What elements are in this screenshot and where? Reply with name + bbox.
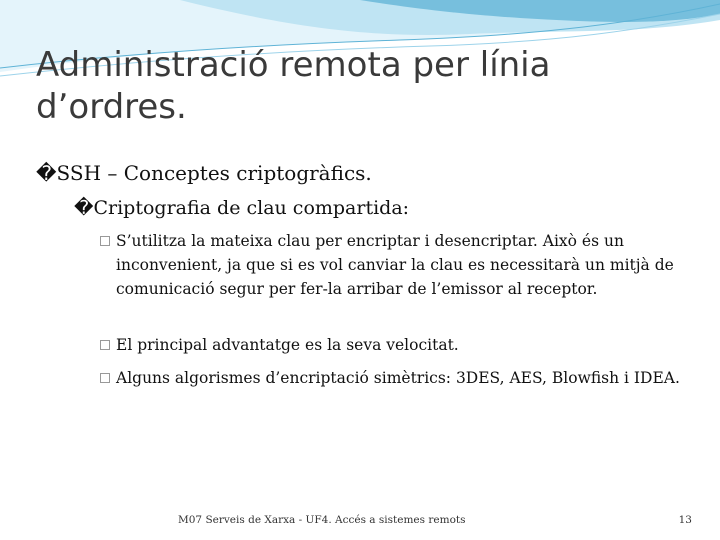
footer-text: M07 Serveis de Xarxa - UF4. Accés a sistemes remots [178,514,466,526]
square-bullet-icon [100,373,110,383]
bullet-level3-item [100,366,680,390]
page-number: 13 [678,514,692,526]
bullet-level3-item [100,333,680,357]
bullet-level1-text: SSH – Conceptes criptogràfics. [56,161,372,185]
square-bullet-icon [100,236,110,246]
bullet-level3-item [100,229,680,301]
bullet-level2 [74,196,409,220]
bullet-level3-text: El principal advantatge es la seva velocitat. [116,336,459,354]
bullet-level3-text: Alguns algorismes d’encriptació simètrics: 3DES, AES, Blowfish i IDEA. [116,369,680,387]
bullet-level1 [36,160,372,186]
bullet-level3-text: S’utilitza la mateixa clau per encriptar i desencriptar. Això és un inconvenient, ja que si es vol canviar la clau es necessitarà un mitjà de comunicació segur per fer-la arribar de l’emissor al receptor. [116,232,674,298]
unknown-glyph-icon: � [74,197,94,219]
slide-title: Administració remota per línia d’ordres. [36,45,551,127]
bullet-level2-text: Criptografia de clau compartida: [93,197,410,219]
square-bullet-icon [100,340,110,350]
unknown-glyph-icon: � [36,161,57,185]
